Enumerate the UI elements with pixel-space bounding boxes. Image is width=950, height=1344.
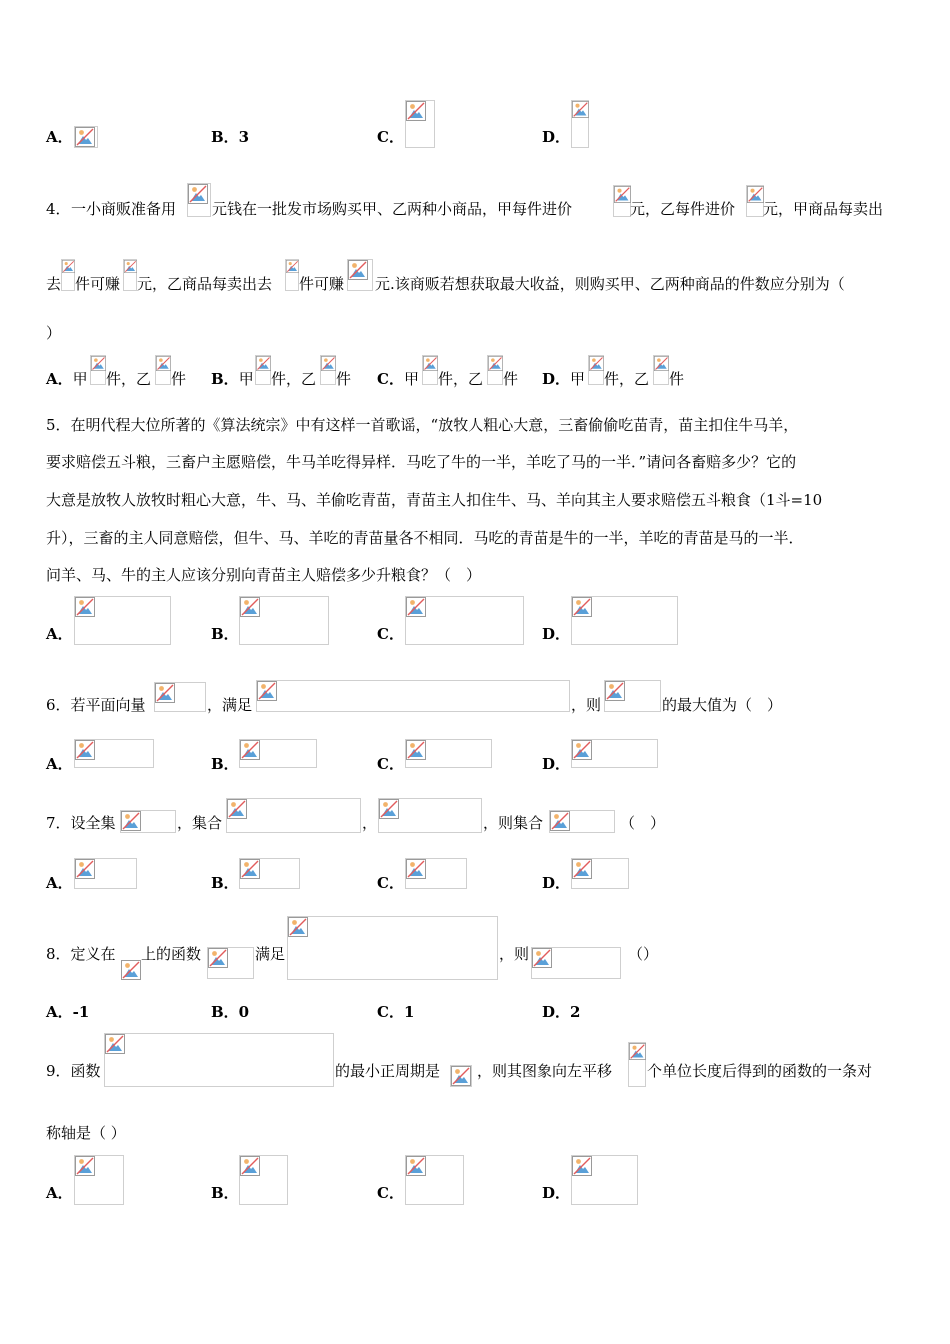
q9-text: ，则其图象向左平移 <box>477 1062 613 1080</box>
option-text: 件 <box>503 370 519 388</box>
broken-image-icon <box>62 260 75 273</box>
q5-option-d-image <box>571 596 678 645</box>
q4-text: 一小商贩准备用 <box>71 200 177 218</box>
q7-text: ，则集合 <box>483 814 544 832</box>
q3-option-c-label: C． <box>377 128 404 146</box>
broken-image-icon <box>572 859 592 879</box>
q4-formula-image <box>613 185 631 217</box>
q8-option-c: C．1 <box>377 1003 415 1021</box>
q6-option-b-image <box>239 739 317 768</box>
q8-formula-image <box>287 916 498 980</box>
q5-text-line: 大意是放牧人放牧时粗心大意，牛、马、羊偷吃青苗，青苗主人扣住牛、马、羊向其主人要求赔偿五斗粮食（1斗=10 <box>46 491 823 509</box>
broken-image-icon <box>550 811 570 831</box>
q5-option-c-label: C． <box>377 625 404 643</box>
q4-option-d <box>542 370 585 388</box>
broken-image-icon <box>156 356 171 371</box>
broken-image-icon <box>406 1156 426 1176</box>
q7-option-b-label: B． <box>211 874 239 892</box>
q6-text: 6．若平面向量 <box>46 696 146 714</box>
broken-image-icon <box>91 356 106 371</box>
q4-formula-image <box>746 185 764 217</box>
option-label: C． <box>377 370 404 388</box>
broken-image-icon <box>532 948 552 968</box>
broken-image-icon <box>288 917 308 937</box>
q7-option-d-image <box>571 858 629 889</box>
q6-text: ，则 <box>571 696 602 714</box>
q6-option-b-label: B． <box>211 755 239 773</box>
q5-option-a-label: A． <box>46 625 73 643</box>
q9-text: 9．函数 <box>46 1062 101 1080</box>
broken-image-icon <box>75 127 95 147</box>
q4-option-c <box>377 370 419 388</box>
broken-image-icon <box>155 683 175 703</box>
q8-text: 8．定义在 <box>46 945 116 963</box>
broken-image-icon <box>240 1156 260 1176</box>
q4-formula-image <box>61 259 75 291</box>
broken-image-icon <box>286 260 299 273</box>
q4-text: 件可赚 <box>75 275 121 293</box>
q6-text: 的最大值为（ ） <box>662 696 783 714</box>
option-text: 甲 <box>238 370 254 388</box>
option-text: 件，乙 <box>438 370 484 388</box>
q6-formula-image <box>154 682 206 712</box>
q8-text: （） <box>628 945 659 963</box>
broken-image-icon <box>572 740 592 760</box>
broken-image-icon <box>240 740 260 760</box>
broken-image-icon <box>121 811 141 831</box>
broken-image-icon <box>572 1156 592 1176</box>
q9-option-c-image <box>405 1155 464 1205</box>
q3-option-a-label: A． <box>46 128 73 146</box>
q4-text: 元，甲商品每卖出 <box>763 200 884 218</box>
q8-text: 满足 <box>255 945 286 963</box>
q3-option-d-image <box>571 100 589 148</box>
q5-option-a-image <box>74 596 171 645</box>
q4-text: 元，乙每件进价 <box>630 200 736 218</box>
q4-text: 元.该商贩若想获取最大收益，则购买甲、乙两种商品的件数应分别为（ <box>375 275 845 293</box>
q6-option-a-image <box>74 739 154 768</box>
q6-option-d-image <box>571 739 658 768</box>
q4-option-b-image <box>320 355 336 385</box>
q6-option-c-image <box>405 739 492 768</box>
q5-option-b-label: B． <box>211 625 239 643</box>
q9-text: 的最小正周期是 <box>335 1062 441 1080</box>
q9-option-b-label: B． <box>211 1184 239 1202</box>
option-text: 件，乙 <box>106 370 152 388</box>
q4-option-a-image <box>155 355 171 385</box>
broken-image-icon <box>240 597 260 617</box>
option-label: B． <box>211 370 239 388</box>
broken-image-icon <box>406 597 426 617</box>
q9-text: 称轴是（ ） <box>46 1124 126 1142</box>
broken-image-icon <box>589 356 604 371</box>
q4-option-b-image <box>255 355 271 385</box>
q4-number: 4． <box>46 200 71 218</box>
broken-image-icon <box>488 356 503 371</box>
q6-option-c-label: C． <box>377 755 404 773</box>
broken-image-icon <box>240 859 260 879</box>
option-text: 件 <box>669 370 685 388</box>
q7-formula-image <box>378 798 482 833</box>
q6-formula-image <box>256 680 570 712</box>
option-text: 件，乙 <box>271 370 317 388</box>
broken-image-icon <box>614 186 631 203</box>
broken-image-icon <box>188 184 208 204</box>
q9-option-a-label: A． <box>46 1184 73 1202</box>
option-text: 甲 <box>403 370 419 388</box>
q5-option-d-label: D． <box>542 625 571 643</box>
q5-text-line: 升），三畜的主人同意赔偿，但牛、马、羊吃的青苗量各不相同．马吃的青苗是牛的一半，羊吃的青苗是马的一半． <box>46 529 804 547</box>
broken-image-icon <box>124 260 137 273</box>
q7-text: ， <box>362 814 378 832</box>
broken-image-icon <box>423 356 438 371</box>
q7-option-a-label: A． <box>46 874 73 892</box>
q8-text: ，则 <box>499 945 530 963</box>
q4-formula-image <box>187 183 211 217</box>
q8-formula-image <box>121 960 141 980</box>
broken-image-icon <box>605 681 625 701</box>
broken-image-icon <box>75 740 95 760</box>
broken-image-icon <box>208 948 228 968</box>
q7-text: （ ） <box>620 814 666 832</box>
option-label: A． <box>46 370 73 388</box>
q7-option-c-label: C． <box>377 874 404 892</box>
q9-option-b-image <box>239 1155 288 1205</box>
q6-option-a-label: A． <box>46 755 73 773</box>
broken-image-icon <box>654 356 669 371</box>
q4-text: 元，乙商品每卖出去 <box>137 275 273 293</box>
q9-formula-image <box>104 1033 334 1087</box>
q4-text: 件可赚 <box>299 275 345 293</box>
q4-text: 去 <box>46 275 62 293</box>
q8-option-d: D．2 <box>542 1003 581 1021</box>
q4-text: 元钱在一批发市场购买甲、乙两种小商品，甲每件进价 <box>212 200 573 218</box>
q4-text: ） <box>46 324 62 342</box>
broken-image-icon <box>321 356 336 371</box>
broken-image-icon <box>75 859 95 879</box>
broken-image-icon <box>747 186 764 203</box>
broken-image-icon <box>227 799 247 819</box>
q7-option-c-image <box>405 858 467 889</box>
option-text: 甲 <box>72 370 88 388</box>
q4-formula-image <box>285 259 299 291</box>
q6-option-d-label: D． <box>542 755 571 773</box>
q3-option-c-image <box>405 100 435 148</box>
q7-option-d-label: D． <box>542 874 571 892</box>
broken-image-icon <box>572 597 592 617</box>
q8-option-b: B．0 <box>211 1003 250 1021</box>
broken-image-icon <box>406 859 426 879</box>
option-text: 件，乙 <box>604 370 650 388</box>
broken-image-icon <box>406 101 426 121</box>
broken-image-icon <box>572 101 589 118</box>
q9-option-d-image <box>571 1155 638 1205</box>
option-label: D． <box>542 370 571 388</box>
broken-image-icon <box>406 740 426 760</box>
q8-formula-image <box>531 947 621 979</box>
q7-formula-image <box>549 810 615 833</box>
q7-option-a-image <box>74 858 137 889</box>
broken-image-icon <box>348 260 368 280</box>
broken-image-icon <box>629 1043 646 1060</box>
q7-formula-image <box>226 798 361 833</box>
broken-image-icon <box>121 960 141 980</box>
q8-formula-image <box>207 947 254 979</box>
broken-image-icon <box>379 799 399 819</box>
option-text: 甲 <box>570 370 586 388</box>
broken-image-icon <box>75 1156 95 1176</box>
q4-option-d-image <box>588 355 604 385</box>
option-text: 件 <box>171 370 187 388</box>
broken-image-icon <box>451 1066 471 1086</box>
option-text: 件 <box>336 370 352 388</box>
q4-option-a <box>46 370 88 388</box>
q5-option-c-image <box>405 596 524 645</box>
q4-formula-image <box>347 259 373 291</box>
q9-option-a-image <box>74 1155 124 1205</box>
q5-text-line: 5．在明代程大位所著的《算法统宗》中有这样一首歌谣，“放牧人粗心大意，三畜偷偷吃苗青，苗主扣住牛马羊， <box>46 416 799 434</box>
broken-image-icon <box>256 356 271 371</box>
q7-formula-image <box>120 810 176 833</box>
q4-option-c-image <box>422 355 438 385</box>
q8-option-a: A．-1 <box>46 1003 90 1021</box>
q7-option-b-image <box>239 858 300 889</box>
q9-option-c-label: C． <box>377 1184 404 1202</box>
q3-option-b-label: B．3 <box>211 128 250 146</box>
q7-text: ，集合 <box>177 814 223 832</box>
q3-option-a-image <box>74 126 98 148</box>
q6-formula-image <box>604 680 661 712</box>
q3-option-d-label: D． <box>542 128 571 146</box>
q8-text: 上的函数 <box>141 945 202 963</box>
q5-text-line: 要求赔偿五斗粮，三畜户主愿赔偿，牛马羊吃得异样．马吃了牛的一半，羊吃了马的一半．”请问各畜赔多少？它的 <box>46 453 797 471</box>
broken-image-icon <box>75 597 95 617</box>
q4-option-b <box>211 370 254 388</box>
broken-image-icon <box>105 1034 125 1054</box>
q7-text: 7．设全集 <box>46 814 116 832</box>
q4-option-a-image <box>90 355 106 385</box>
q5-option-b-image <box>239 596 329 645</box>
q4-option-c-image <box>487 355 503 385</box>
q4-option-d-image <box>653 355 669 385</box>
q9-formula-image <box>450 1065 472 1087</box>
q9-text: 个单位长度后得到的函数的一条对 <box>647 1062 873 1080</box>
q5-text-line: 问羊、马、牛的主人应该分别向青苗主人赔偿多少升粮食？（ ） <box>46 566 482 584</box>
broken-image-icon <box>257 681 277 701</box>
q9-option-d-label: D． <box>542 1184 571 1202</box>
q4-formula-image <box>123 259 137 291</box>
q6-text: ，满足 <box>207 696 253 714</box>
q9-formula-image <box>628 1042 646 1087</box>
